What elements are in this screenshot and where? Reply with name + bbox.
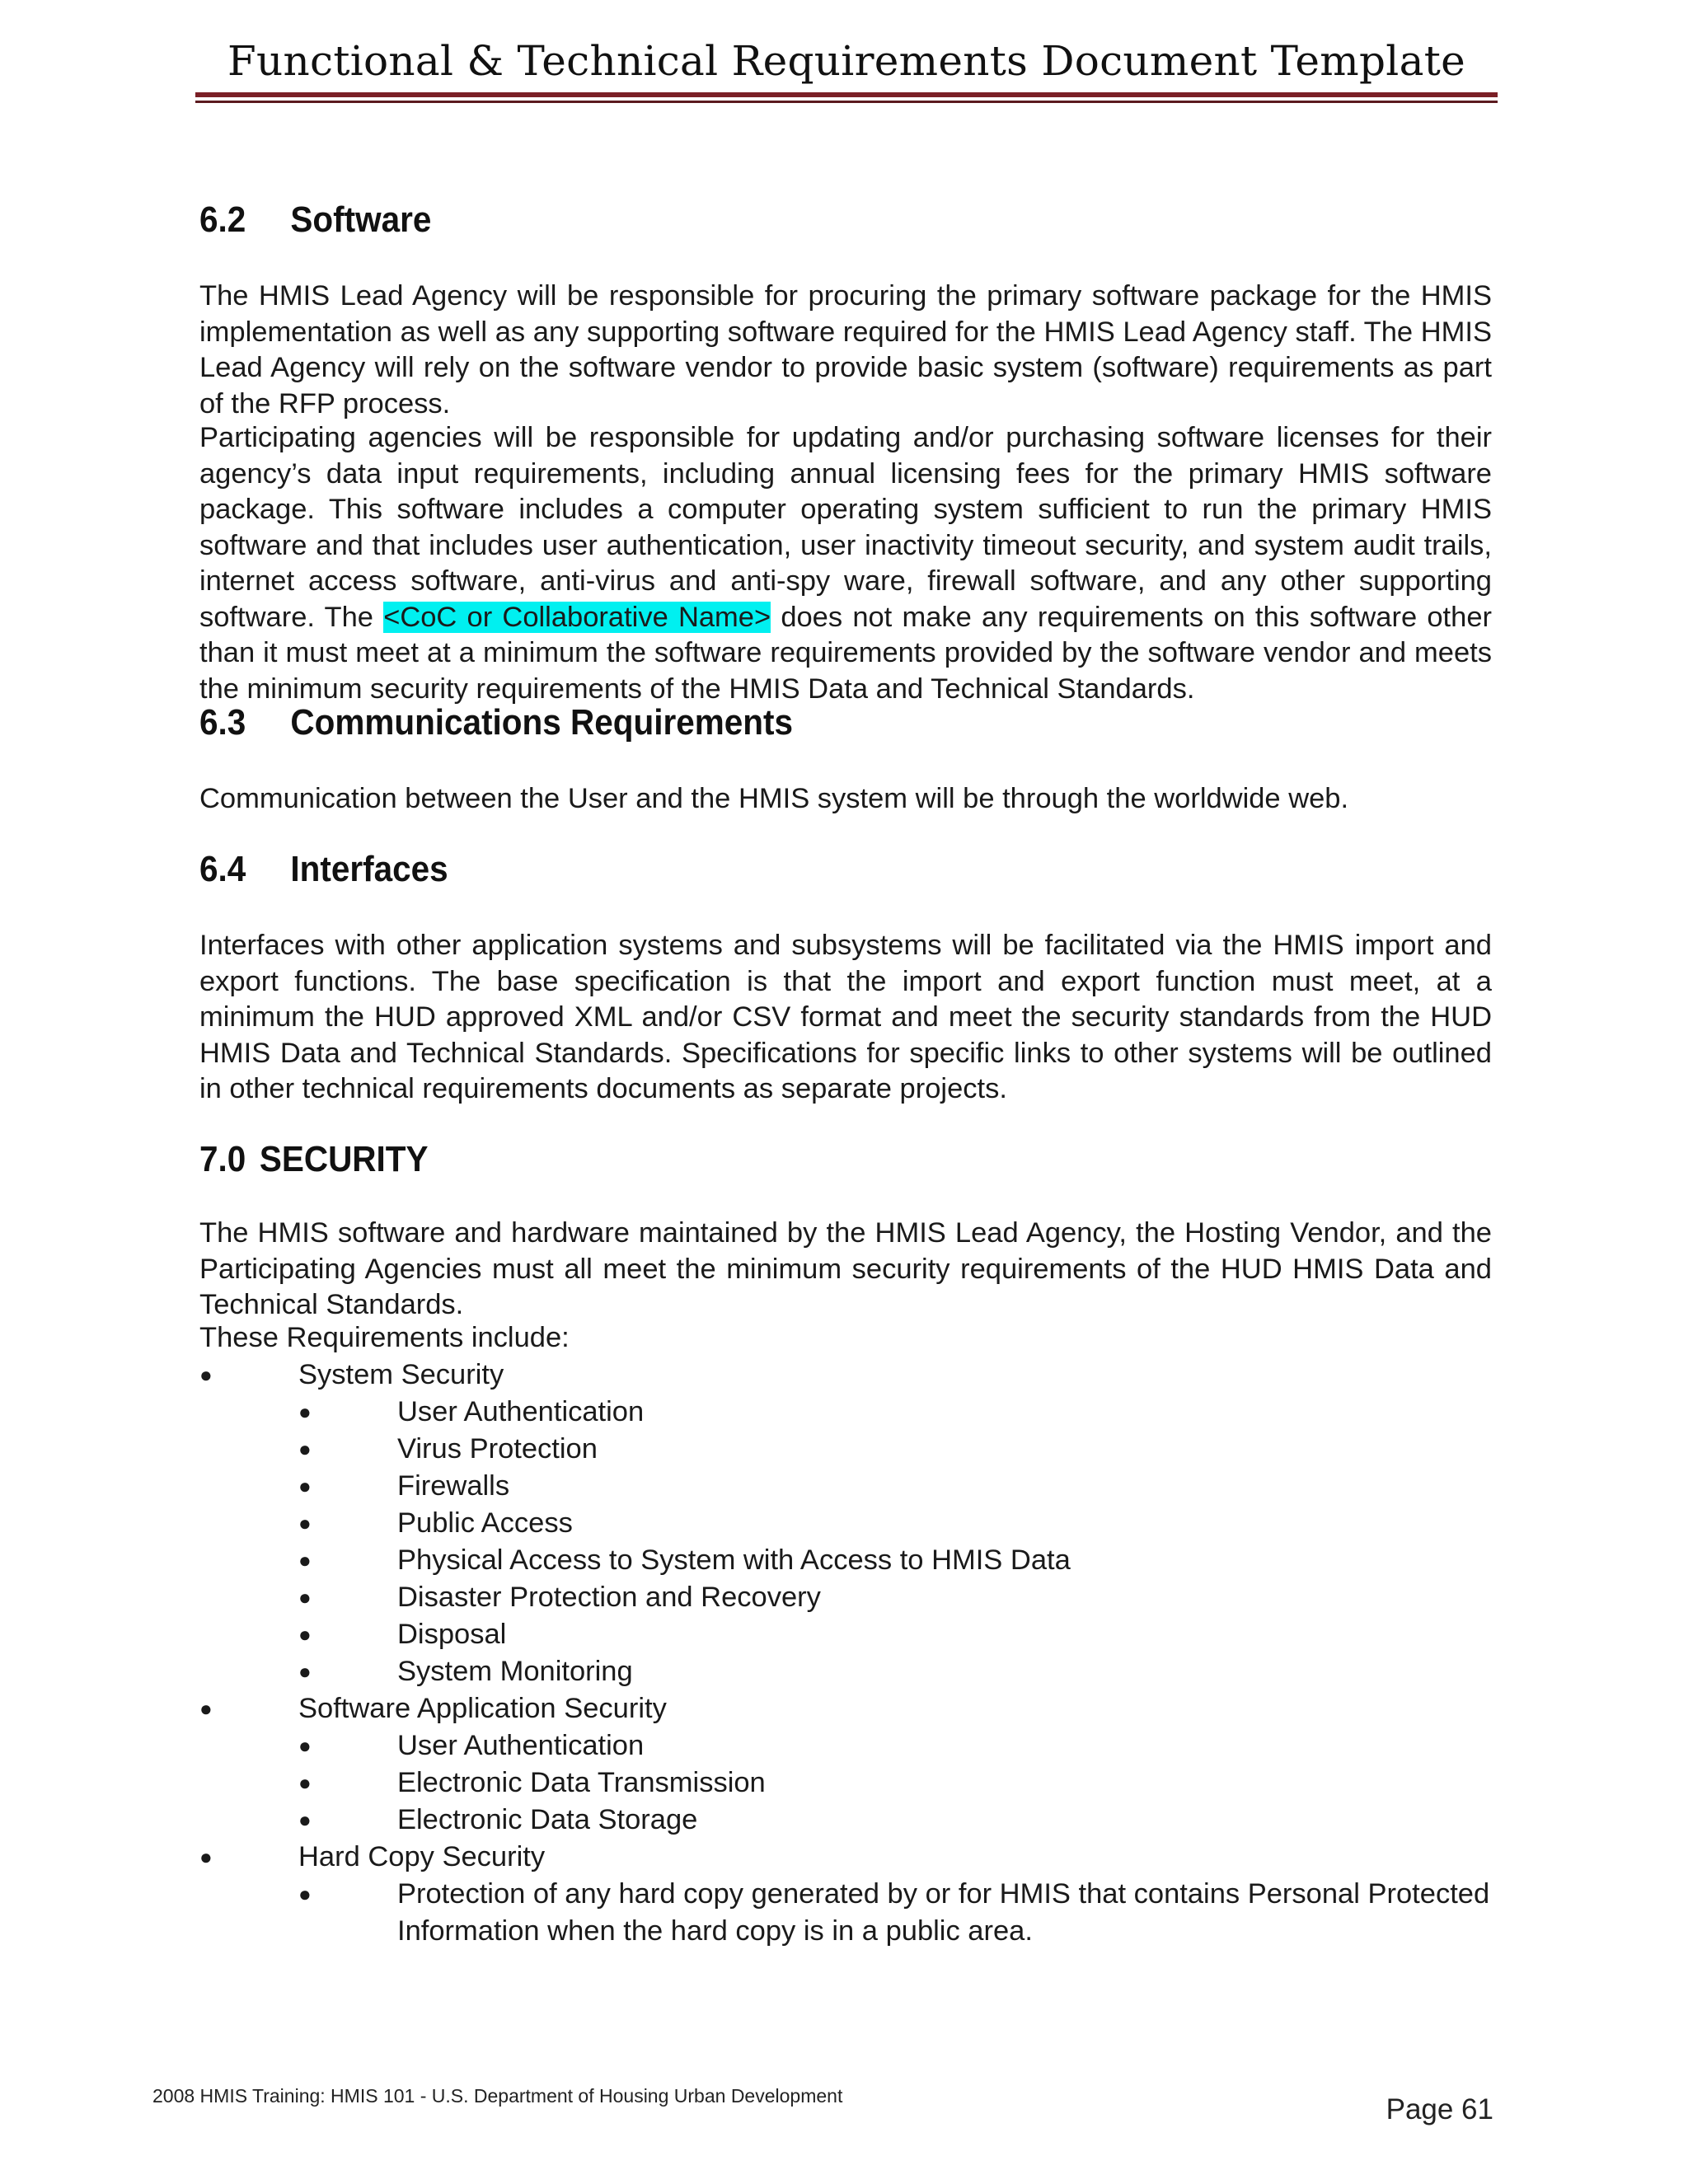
bullet-icon: ● <box>298 1733 312 1758</box>
requirements-list <box>199 1357 1492 1950</box>
bullet-icon: ● <box>298 1585 312 1610</box>
section-number: 6.2 <box>199 199 246 240</box>
list-item: ● System Monitoring <box>199 1653 1492 1690</box>
software-paragraph-2 <box>199 420 1492 707</box>
section-title: SECURITY <box>259 1139 429 1179</box>
list-item: ● Disaster Protection and Recovery <box>199 1579 1492 1616</box>
footer-source: 2008 HMIS Training: HMIS 101 - U.S. Department of Housing Urban Development <box>152 2085 843 2107</box>
security-paragraph: The HMIS software and hardware maintained by the HMIS Lead Agency, the Hosting Vendor, and the Participating Agencies must all meet the minimum security requirements of the HUD HMIS Data and Technical Standards. <box>199 1217 1492 1320</box>
bullet-icon: ● <box>298 1770 312 1795</box>
header-rule <box>195 92 1498 97</box>
software-paragraph-2-end: does not make any requirements on this software other than it must meet at a minimum the software requirements provided by the software vendor and meets the minimum security requirements of the HMIS Data and Technical Standards. <box>199 601 1492 705</box>
bullet-icon: ● <box>298 1807 312 1832</box>
list-item: ● Protection of any hard copy generated by or for HMIS that contains Personal Protected Information when the hard copy is in a public area. <box>199 1876 1492 1950</box>
bullet-icon: ● <box>298 1622 312 1647</box>
bullet-icon: ● <box>298 1548 312 1572</box>
list-item: ● Electronic Data Storage <box>199 1802 1492 1839</box>
section-title: Software <box>290 199 432 240</box>
list-item: ● User Authentication <box>199 1394 1492 1431</box>
bullet-icon: ● <box>298 1436 312 1461</box>
list-item: ● System Security <box>199 1357 1492 1394</box>
software-paragraph-2-start: Participating agencies will be responsible for updating and/or purchasing software licenses for their agency’s data input requirements, including annual licensing fees for the primary HMIS software package. This software includes a computer operating system sufficient to run the primary HMIS software and that includes user authentication, user inactivity timeout security, and system audit trails, internet access software, anti-virus and anti-spy ware, firewall software, and any other supporting software. The <box>199 422 1492 633</box>
bullet-icon: ● <box>298 1399 312 1424</box>
section-6-4-heading <box>199 849 448 890</box>
list-item: ● Hard Copy Security <box>199 1839 1492 1876</box>
section-title: Communications Requirements <box>290 702 793 743</box>
list-item: ● Virus Protection <box>199 1431 1492 1468</box>
interfaces-paragraph: Interfaces with other application systems and subsystems will be facilitated via the HMIS import and export functions. The base specification is that the import and export function must meet, at a minimum the HUD approved XML and/or CSV format and meet the security standards from the HUD HMIS Data and Technical Standards. Specifications for specific links to other systems will be outlined in other technical requirements documents as separate projects. <box>199 930 1492 1104</box>
list-item: ● Physical Access to System with Access to HMIS Data <box>199 1542 1492 1579</box>
bullet-icon: ● <box>199 1844 213 1869</box>
section-number: 6.3 <box>199 702 246 743</box>
bullet-icon: ● <box>298 1474 312 1498</box>
bullet-icon: ● <box>298 1511 312 1535</box>
bullet-icon: ● <box>199 1696 213 1721</box>
bullet-icon: ● <box>199 1362 213 1387</box>
bullet-icon: ● <box>298 1659 312 1684</box>
highlighted-placeholder: <CoC or Collaborative Name> <box>383 601 771 633</box>
section-number: 6.4 <box>199 849 246 889</box>
list-item: ● Electronic Data Transmission <box>199 1765 1492 1802</box>
requirements-intro: These Requirements include: <box>199 1322 570 1353</box>
list-item: ● User Authentication <box>199 1727 1492 1765</box>
section-6-3-heading <box>199 702 793 743</box>
bullet-icon: ● <box>298 1882 312 1906</box>
header-rule-thin <box>195 101 1498 103</box>
communications-paragraph: Communication between the User and the HMIS system will be through the worldwide web. <box>199 783 1349 814</box>
software-paragraph-1: The HMIS Lead Agency will be responsible for procuring the primary software package for the HMIS implementation as well as any supporting software required for the HMIS Lead Agency staff. The HMIS Lead Agency will rely on the software vendor to provide basic system (software) requirements as part of the RFP process. <box>199 280 1492 419</box>
section-title: Interfaces <box>290 849 448 889</box>
page-number: Page 61 <box>1386 2093 1493 2125</box>
list-item: ● Firewalls <box>199 1468 1492 1505</box>
section-number: 7.0 <box>199 1139 246 1179</box>
section-7-0-heading <box>199 1139 429 1180</box>
document-header-title: Functional & Technical Requirements Document Template <box>227 37 1465 85</box>
list-item: ● Software Application Security <box>199 1690 1492 1727</box>
section-6-2-heading <box>199 199 431 241</box>
list-item: ● Disposal <box>199 1616 1492 1653</box>
list-item: ● Public Access <box>199 1505 1492 1542</box>
